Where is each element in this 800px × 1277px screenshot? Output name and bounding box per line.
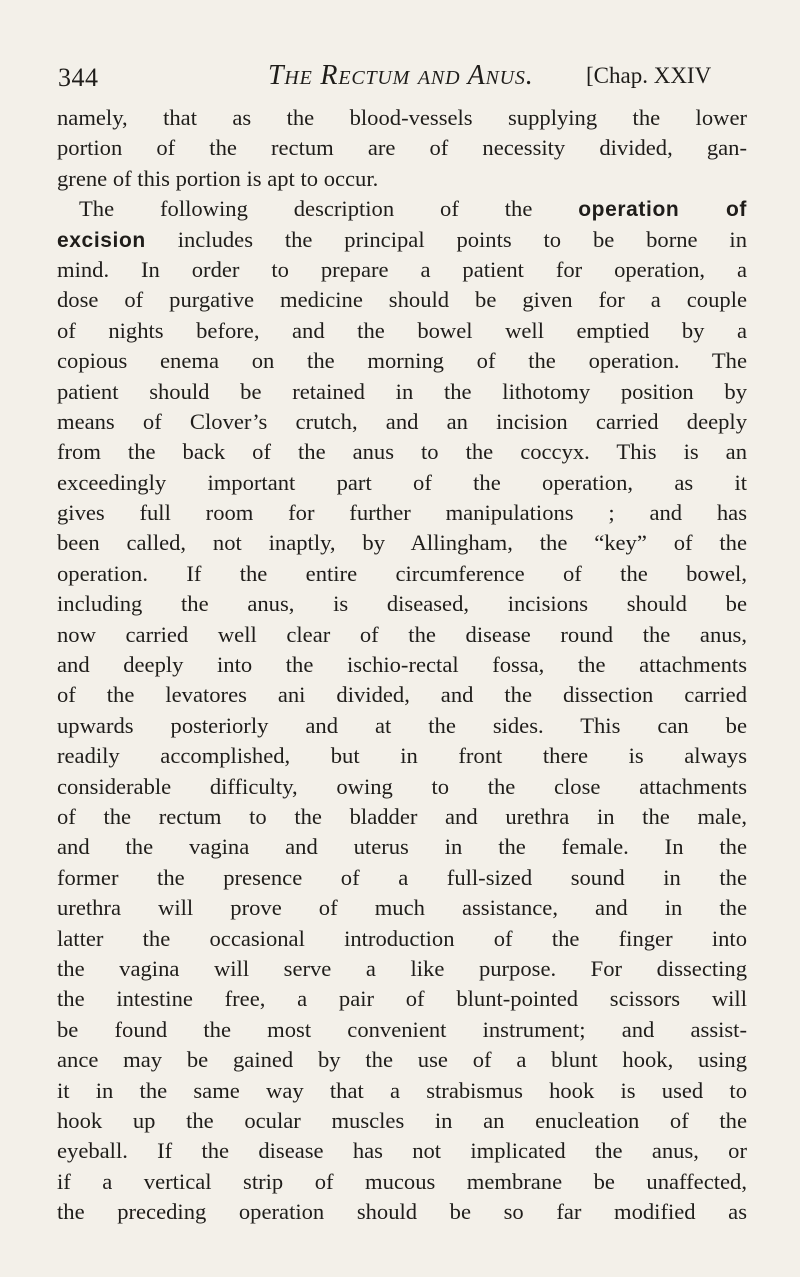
text-line: been called, not inaptly, by Allingham, the “key” of the xyxy=(57,530,747,556)
text-line: dose of purgative medicine should be given for a couple xyxy=(57,287,747,313)
text-line: be found the most convenient instrument; and assist- xyxy=(57,1016,747,1042)
text-line: portion of the rectum are of necessity divided, gan- xyxy=(57,135,747,161)
text-line: patient should be retained in the lithotomy position by xyxy=(57,378,747,404)
text-line: upwards posteriorly and at the sides. This can be xyxy=(57,712,747,738)
line-text: The following description of the xyxy=(79,196,579,222)
text-line: means of Clover’s crutch, and an incision carried deeply xyxy=(57,408,747,434)
text-line: eyeball. If the disease has not implicated the anus, or xyxy=(57,1138,747,1164)
text-line: exceedingly important part of the operation, as it xyxy=(57,469,747,495)
text-line: and deeply into the ischio-rectal fossa, the attachments xyxy=(57,652,747,678)
highlighted-term: operation of xyxy=(578,198,747,222)
text-line: former the presence of a full-sized sound in the xyxy=(57,864,747,890)
running-header xyxy=(58,60,748,100)
text-line: of nights before, and the bowel well emptied by a xyxy=(57,317,747,343)
text-line: if a vertical strip of mucous membrane be unaffected, xyxy=(57,1168,747,1194)
text-line: readily accomplished, but in front there is always xyxy=(57,743,747,769)
text-line: copious enema on the morning of the operation. The xyxy=(57,348,747,374)
text-line: of the rectum to the bladder and urethra in the male, xyxy=(57,803,747,829)
line-text: includes the principal points to be borne in xyxy=(145,226,747,252)
highlighted-term: excision xyxy=(57,228,146,252)
page-number: 344 xyxy=(58,63,99,92)
text-line: latter the occasional introduction of the finger into xyxy=(57,925,747,951)
text-line: from the back of the anus to the coccyx. This is an xyxy=(57,439,747,465)
text-line: and the vagina and uterus in the female. In the xyxy=(57,834,747,860)
text-line: now carried well clear of the disease round the anus, xyxy=(57,621,747,647)
running-title: The Rectum and Anus. xyxy=(268,60,534,91)
text-line: gives full room for further manipulations ; and has xyxy=(57,500,747,526)
text-line: the intestine free, a pair of blunt-pointed scissors will xyxy=(57,986,747,1012)
text-line xyxy=(57,194,747,224)
text-line xyxy=(57,225,747,255)
text-line: grene of this portion is apt to occur. xyxy=(57,165,379,191)
text-line: namely, that as the blood-vessels supplying the lower xyxy=(57,105,747,130)
text-line: including the anus, is diseased, incisions should be xyxy=(57,591,747,617)
text-line: considerable difficulty, owing to the close attachments xyxy=(57,773,747,799)
text-line: it in the same way that a strabismus hook is used to xyxy=(57,1077,747,1103)
text-line: ance may be gained by the use of a blunt hook, using xyxy=(57,1047,747,1073)
text-line: mind. In order to prepare a patient for operation, a xyxy=(57,256,747,282)
body-text xyxy=(57,103,747,1227)
chapter-reference: [Chap. XXIV xyxy=(586,63,712,88)
text-line: the vagina will serve a like purpose. For dissecting xyxy=(57,955,747,981)
text-line: of the levatores ani divided, and the dissection carried xyxy=(57,682,747,708)
text-line: operation. If the entire circumference of the bowel, xyxy=(57,560,747,586)
text-line: urethra will prove of much assistance, and in the xyxy=(57,895,747,921)
text-line: hook up the ocular muscles in an enucleation of the xyxy=(57,1107,747,1133)
text-line: the preceding operation should be so far modified as xyxy=(57,1199,747,1225)
